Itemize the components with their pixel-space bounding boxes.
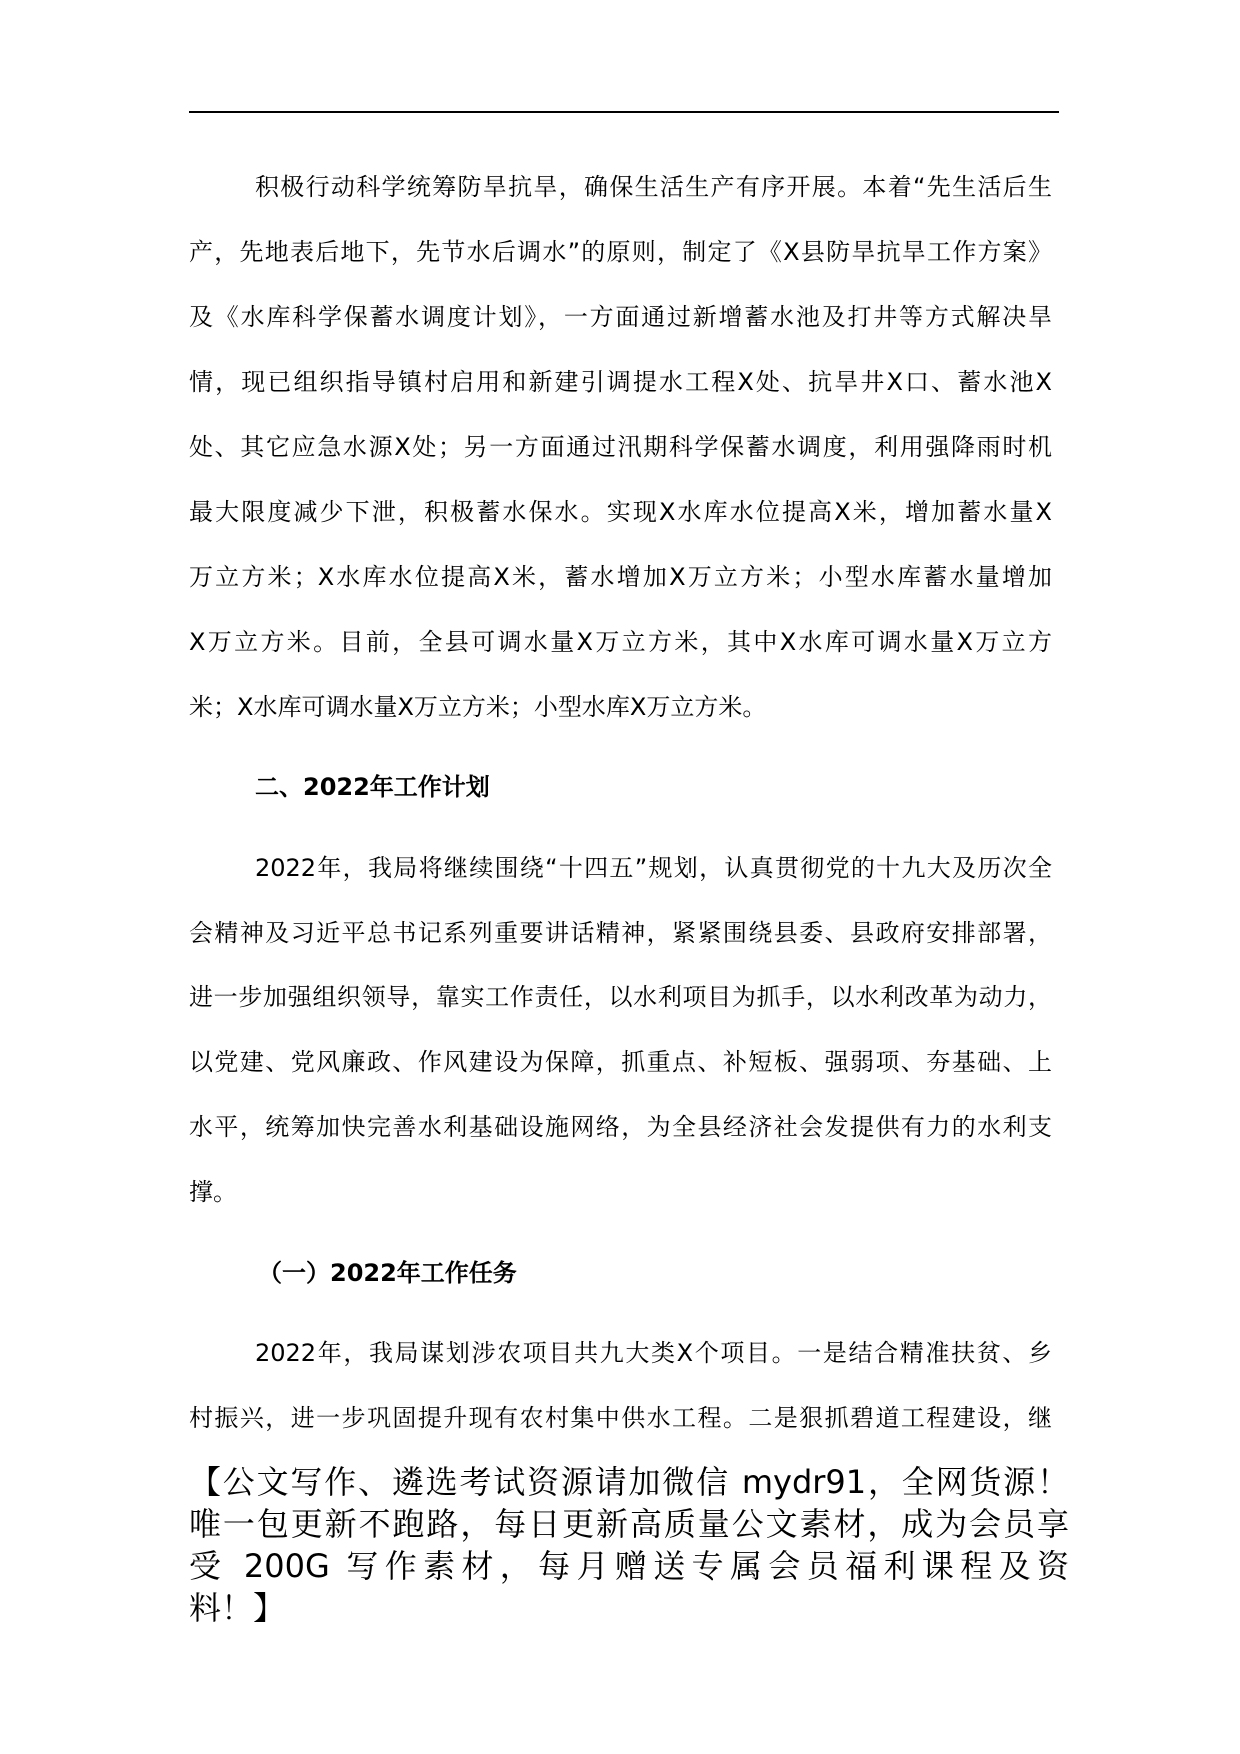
text-line: 最大限度减少下泄，积极蓄水保水。实现X水库水位提高X米，增加蓄水量X [189,498,1052,526]
text-line: 2022年，我局将继续围绕“十四五”规划，认真贯彻党的十九大及历次全 [255,854,1052,882]
text-line: 撑。 [189,1178,237,1206]
text-line: 积极行动科学统筹防旱抗旱，确保生活生产有序开展。本着“先生活后生 [255,173,1052,201]
text-line: 处、其它应急水源X处；另一方面通过汛期科学保蓄水调度，利用强降雨时机 [189,433,1052,461]
text-line: 万立方米；X水库水位提高X米，蓄水增加X万立方米；小型水库蓄水量增加 [189,563,1052,591]
promo-line: 料！】 [189,1589,286,1627]
header-rule [189,111,1059,113]
text-line: 水平，统筹加快完善水利基础设施网络，为全县经济社会发提供有力的水利支 [189,1113,1052,1141]
text-line: 以党建、党风廉政、作风建设为保障，抓重点、补短板、强弱项、夯基础、上 [189,1048,1052,1076]
promo-line: 受 200G 写作素材，每月赠送专属会员福利课程及资 [189,1547,1069,1585]
text-line: 情，现已组织指导镇村启用和新建引调提水工程X处、抗旱井X口、蓄水池X [189,368,1052,396]
text-line: 产，先地表后地下，先节水后调水”的原则，制定了《X县防旱抗旱工作方案》 [189,238,1052,266]
text-line: 米；X水库可调水量X万立方米；小型水库X万立方米。 [189,693,767,721]
subsection-heading-work-tasks: （一）2022年工作任务 [258,1259,517,1287]
text-line: 会精神及习近平总书记系列重要讲话精神，紧紧围绕县委、县政府安排部署， [189,919,1052,947]
text-line: 2022年，我局谋划涉农项目共九大类X个项目。一是结合精准扶贫、乡 [255,1339,1052,1367]
promo-notice [189,1461,1069,1629]
section-heading-work-plan: 二、2022年工作计划 [255,773,490,801]
text-line: 及《水库科学保蓄水调度计划》，一方面通过新增蓄水池及打井等方式解决旱 [189,303,1052,331]
promo-line: 唯一包更新不跑路，每日更新高质量公文素材，成为会员享 [189,1505,1069,1543]
text-line: X万立方米。目前，全县可调水量X万立方米，其中X水库可调水量X万立方 [189,628,1052,656]
text-line: 村振兴，进一步巩固提升现有农村集中供水工程。二是狠抓碧道工程建设，继 [189,1404,1052,1432]
promo-line: 【公文写作、遴选考试资源请加微信 mydr91，全网货源！ [189,1463,1069,1501]
text-line: 进一步加强组织领导，靠实工作责任，以水利项目为抓手，以水利改革为动力， [189,983,1052,1011]
